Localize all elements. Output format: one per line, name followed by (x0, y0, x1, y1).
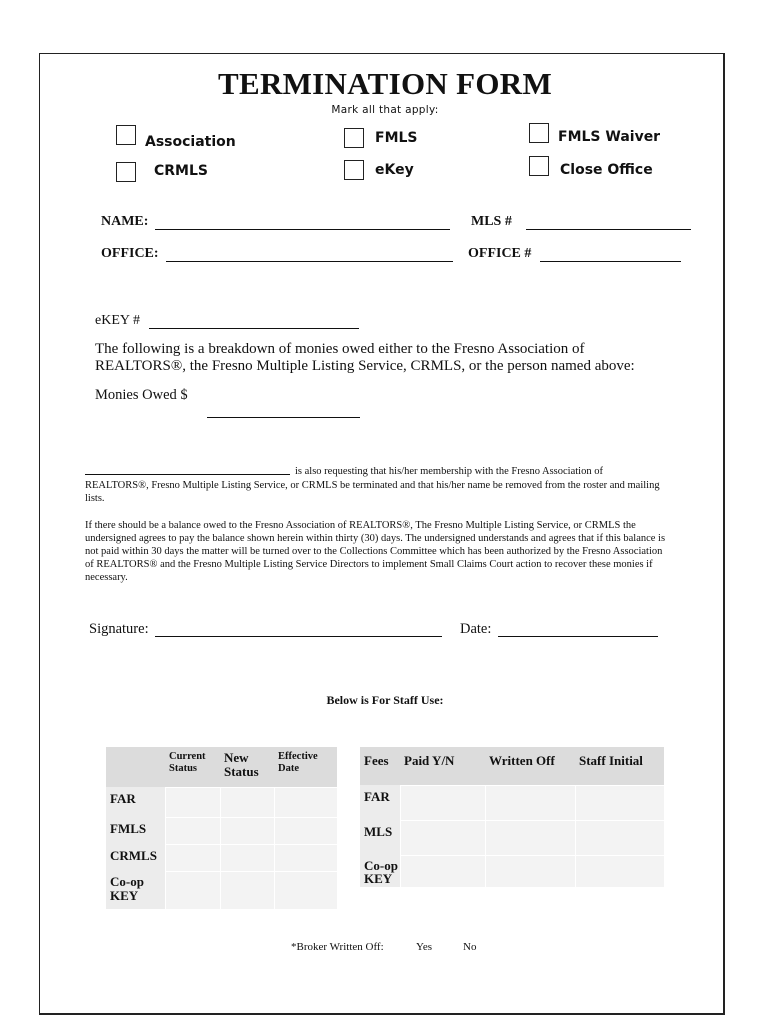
current-status-header: Current Status (165, 747, 220, 787)
ekey-checkbox-label: eKey (375, 162, 414, 178)
fees-table-header-row (360, 747, 664, 785)
coop-key-staff-initial-cell[interactable] (575, 855, 664, 887)
status-row-far-label: FAR (106, 787, 165, 817)
ekey-checkbox[interactable] (344, 160, 364, 180)
mls-paid-cell[interactable] (400, 820, 485, 855)
coop-key-written-off-cell[interactable] (485, 855, 575, 887)
form-subtitle: Mark all that apply: (331, 104, 439, 116)
office-label: OFFICE: (101, 246, 159, 261)
table-row (106, 844, 337, 871)
new-status-header: New Status (220, 747, 274, 787)
staff-initial-header: Staff Initial (575, 747, 664, 785)
broker-written-off-no[interactable]: No (463, 941, 477, 953)
paid-yn-header: Paid Y/N (400, 747, 485, 785)
fmls-current-status-cell[interactable] (165, 817, 220, 844)
coop-key-effective-date-cell[interactable] (274, 871, 337, 909)
fmls-checkbox[interactable] (344, 128, 364, 148)
written-off-header: Written Off (485, 747, 575, 785)
table-row (106, 817, 337, 844)
office-underline (166, 261, 453, 262)
status-row-coop-key-label: Co-op KEY (106, 871, 165, 909)
office-number-label: OFFICE # (468, 246, 532, 261)
crmls-current-status-cell[interactable] (165, 844, 220, 871)
mls-number-underline (526, 229, 691, 230)
fees-row-mls-label: MLS (360, 820, 400, 855)
far-new-status-cell[interactable] (220, 787, 274, 817)
fees-table (360, 747, 664, 887)
crmls-checkbox-label: CRMLS (154, 163, 208, 179)
balance-paragraph: If there should be a balance owed to the Fresno Association of REALTORS®, The Fresno Multiple Listing Service, or CRMLS the undersigned agrees to pay the balance shown herein within thirty (30) days. The undersigned understands and agrees that if this balance is not paid within 30 days the matter will be turned over to the Collections Committee which has been authorized by the Fresno Association of REALTORS® and the Fresno Multiple Listing Service Directors to implement Small Claims Court action to recover these monies if necessary. (85, 520, 666, 583)
association-checkbox[interactable] (116, 125, 136, 145)
coop-key-current-status-cell[interactable] (165, 871, 220, 909)
close-office-checkbox[interactable] (529, 156, 549, 176)
office-field[interactable] (168, 245, 450, 261)
ekey-number-field[interactable] (151, 312, 356, 328)
table-row (360, 820, 664, 855)
office-number-underline (540, 261, 681, 262)
crmls-new-status-cell[interactable] (220, 844, 274, 871)
crmls-checkbox[interactable] (116, 162, 136, 182)
fmls-waiver-checkbox[interactable] (529, 123, 549, 143)
office-number-field[interactable] (542, 245, 678, 261)
table-row (360, 855, 664, 887)
broker-written-off-label: *Broker Written Off: (291, 941, 384, 953)
status-table-header-blank (106, 747, 165, 787)
far-effective-date-cell[interactable] (274, 787, 337, 817)
crmls-effective-date-cell[interactable] (274, 844, 337, 871)
staff-use-heading: Below is For Staff Use: (326, 693, 444, 707)
mls-number-label (471, 214, 512, 230)
mls-staff-initial-cell[interactable] (575, 820, 664, 855)
broker-written-off-yes[interactable]: Yes (416, 941, 433, 953)
association-checkbox-label: Association (145, 134, 236, 150)
ekey-number-underline (149, 328, 359, 329)
far-staff-initial-cell[interactable] (575, 785, 664, 820)
fmls-new-status-cell[interactable] (220, 817, 274, 844)
far-written-off-cell[interactable] (485, 785, 575, 820)
coop-key-new-status-cell[interactable] (220, 871, 274, 909)
table-row (106, 871, 337, 909)
name-field[interactable] (157, 213, 447, 229)
member-name-underline (85, 474, 290, 475)
fees-header: Fees (360, 747, 400, 785)
mls-number-label-text: MLS # (471, 214, 512, 229)
monies-owed-field[interactable] (209, 401, 357, 417)
effective-date-header: Effective Date (274, 747, 337, 787)
status-table-header-row (106, 747, 337, 787)
status-row-fmls-label: FMLS (106, 817, 165, 844)
coop-key-paid-cell[interactable] (400, 855, 485, 887)
table-row (360, 785, 664, 820)
request-inline-text: is also requesting that his/her membership with the Fresno Association of (295, 466, 603, 477)
table-row (106, 787, 337, 817)
fmls-effective-date-cell[interactable] (274, 817, 337, 844)
signature-label: Signature: (89, 621, 149, 637)
breakdown-paragraph: The following is a breakdown of monies owed either to the Fresno Association of REALTORS®, the Fresno Multiple Listing Service, CRMLS, or the person named above: (95, 341, 635, 374)
fees-row-coop-key-label: Co-op KEY (360, 855, 400, 887)
monies-owed-label: Monies Owed $ (95, 387, 188, 403)
form-title: TERMINATION FORM (217, 66, 553, 101)
date-underline (498, 636, 658, 637)
signature-underline (155, 636, 442, 637)
far-current-status-cell[interactable] (165, 787, 220, 817)
signature-field[interactable] (157, 620, 439, 636)
fmls-checkbox-label: FMLS (375, 130, 418, 146)
status-row-crmls-label: CRMLS (106, 844, 165, 871)
request-paragraph: REALTORS®, Fresno Multiple Listing Service, or CRMLS be terminated and that his/her name be removed from the roster and mailing lists. (85, 480, 660, 504)
fees-row-far-label: FAR (360, 785, 400, 820)
date-field[interactable] (500, 620, 655, 636)
member-name-field[interactable] (87, 459, 287, 474)
date-label: Date: (460, 621, 492, 637)
mls-written-off-cell[interactable] (485, 820, 575, 855)
name-underline (155, 229, 450, 230)
mls-number-field[interactable] (528, 213, 688, 229)
ekey-number-label: eKEY # (95, 313, 140, 328)
fmls-waiver-checkbox-label: FMLS Waiver (558, 129, 661, 145)
close-office-checkbox-label: Close Office (560, 162, 653, 178)
far-paid-cell[interactable] (400, 785, 485, 820)
monies-owed-underline (207, 417, 360, 418)
name-label: NAME: (101, 214, 149, 229)
status-table (106, 747, 337, 909)
